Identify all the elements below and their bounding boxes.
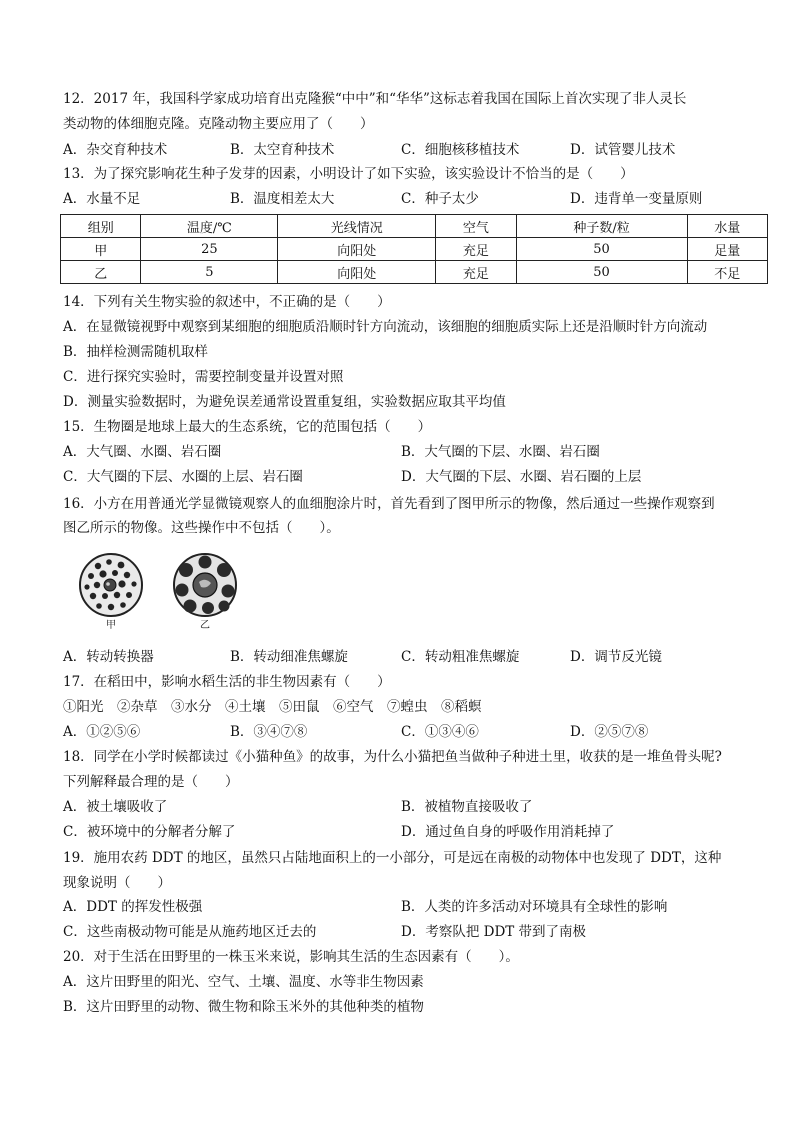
q16-option-b[interactable]: B．转动细准焦螺旋 [230, 649, 348, 665]
q15-options-row2 [63, 467, 763, 487]
table-cell: 50 [516, 238, 687, 261]
q19-options-row1 [63, 897, 763, 917]
q13-option-b[interactable]: B．温度相差太大 [230, 191, 335, 207]
q17-option-a[interactable]: A．①②⑤⑥ [63, 724, 141, 740]
table-header-cell: 空气 [436, 215, 516, 238]
table-cell: 5 [141, 261, 278, 284]
table-header-cell: 光线情况 [278, 215, 436, 238]
table-header-cell: 水量 [687, 215, 768, 238]
q19-option-a[interactable]: A．DDT 的挥发性极强 [63, 899, 203, 915]
q16-option-d[interactable]: D．调节反光镜 [570, 649, 662, 665]
q12-options [63, 140, 763, 160]
table-header-cell: 种子数/粒 [516, 215, 687, 238]
q16-stem-line2: 图乙所示的物像。这些操作中不包括（ ）。 [63, 520, 340, 536]
q13-options [63, 189, 763, 209]
q13-option-a[interactable]: A．水量不足 [63, 191, 141, 207]
q17-items: ①阳光 ②杂草 ③水分 ④土壤 ⑤田鼠 ⑥空气 ⑦蝗虫 ⑧稻螟 [63, 699, 482, 715]
q19-option-c[interactable]: C．这些南极动物可能是从施药地区迁去的 [63, 924, 317, 940]
q16-microscope-figures [78, 552, 258, 634]
q16-option-c[interactable]: C．转动粗准焦螺旋 [401, 649, 520, 665]
q19-options-row2 [63, 922, 763, 942]
table-header-cell: 温度/℃ [141, 215, 278, 238]
blood-cells-low-magnification-image [78, 552, 144, 618]
figure-yi [172, 552, 238, 632]
q12-option-c[interactable]: C．细胞核移植技术 [401, 142, 520, 158]
q17-option-c[interactable]: C．①③④⑥ [401, 724, 479, 740]
q17-option-d[interactable]: D．②⑤⑦⑧ [570, 724, 649, 740]
q12-stem-line2: 类动物的体细胞克隆。克隆动物主要应用了（ ） [63, 116, 374, 132]
q14-stem: 14．下列有关生物实验的叙述中，不正确的是（ ） [63, 294, 391, 310]
q15-option-c[interactable]: C．大气圈的下层、水圈的上层、岩石圈 [63, 469, 303, 485]
q12-option-a[interactable]: A．杂交育种技术 [63, 142, 168, 158]
q18-stem-line1: 18．同学在小学时候都读过《小猫种鱼》的故事，为什么小猫把鱼当做种子种进土里，收获的是一堆鱼骨头呢? [63, 749, 722, 765]
q18-option-c[interactable]: C．被环境中的分解者分解了 [63, 824, 236, 840]
blood-cells-high-magnification-image [172, 552, 238, 618]
table-cell: 25 [141, 238, 278, 261]
q18-options-row2 [63, 822, 763, 842]
table-cell: 足量 [687, 238, 768, 261]
figure-jia-label: 甲 [106, 620, 116, 631]
q15-option-d[interactable]: D．大气圈的下层、水圈、岩石圈的上层 [401, 469, 642, 485]
q12-stem-line1: 12．2017 年，我国科学家成功培育出克隆猴“中中”和“华华”这标志着我国在国际上首次实现了非人灵长 [63, 91, 687, 107]
q18-option-d[interactable]: D．通过鱼自身的呼吸作用消耗掉了 [401, 824, 615, 840]
q19-option-d[interactable]: D．考察队把 DDT 带到了南极 [401, 924, 587, 940]
table-row [61, 261, 768, 284]
q19-option-b[interactable]: B．人类的许多活动对环境具有全球性的影响 [401, 899, 668, 915]
q13-stem: 13．为了探究影响花生种子发芽的因素，小明设计了如下实验，该实验设计不恰当的是（ ） [63, 166, 634, 182]
table-cell: 不足 [687, 261, 768, 284]
table-cell: 50 [516, 261, 687, 284]
q12-option-b[interactable]: B．太空育种技术 [230, 142, 335, 158]
q18-option-b[interactable]: B．被植物直接吸收了 [401, 799, 533, 815]
q16-stem-line1: 16．小方在用普通光学显微镜观察人的血细胞涂片时，首先看到了图甲所示的物像，然后通过一些操作观察到 [63, 496, 715, 512]
q16-options [63, 647, 763, 667]
q19-stem-line2: 现象说明（ ） [63, 875, 171, 891]
q14-option-d[interactable]: D．测量实验数据时，为避免误差通常设置重复组，实验数据应取其平均值 [63, 394, 506, 410]
q14-option-a[interactable]: A．在显微镜视野中观察到某细胞的细胞质沿顺时针方向流动，该细胞的细胞质实际上还是沿顺时针方向流动 [63, 319, 708, 335]
q14-option-b[interactable]: B．抽样检测需随机取样 [63, 344, 208, 360]
figure-jia [78, 552, 144, 632]
q15-option-a[interactable]: A．大气圈、水圈、岩石圈 [63, 444, 222, 460]
table-cell: 乙 [61, 261, 141, 284]
table-cell: 向阳处 [278, 238, 436, 261]
q19-stem-line1: 19．施用农药 DDT 的地区，虽然只占陆地面积上的一小部分，可是远在南极的动物体中也发现了 DDT，这种 [63, 850, 722, 866]
q18-options-row1 [63, 797, 763, 817]
table-cell: 甲 [61, 238, 141, 261]
q13-option-c[interactable]: C．种子太少 [401, 191, 479, 207]
table-row [61, 238, 768, 261]
q18-option-a[interactable]: A．被土壤吸收了 [63, 799, 168, 815]
q14-option-c[interactable]: C．进行探究实验时，需要控制变量并设置对照 [63, 369, 344, 385]
q17-options [63, 722, 763, 742]
q13-experiment-table [60, 214, 768, 284]
table-cell: 充足 [436, 261, 516, 284]
q15-stem: 15．生物圈是地球上最大的生态系统，它的范围包括（ ） [63, 419, 432, 435]
table-header-row [61, 215, 768, 238]
q12-option-d[interactable]: D．试管婴儿技术 [570, 142, 676, 158]
q15-options-row1 [63, 442, 763, 462]
q18-stem-line2: 下列解释最合理的是（ ） [63, 774, 239, 790]
q20-option-b[interactable]: B．这片田野里的动物、微生物和除玉米外的其他种类的植物 [63, 999, 424, 1015]
table-cell: 向阳处 [278, 261, 436, 284]
q20-option-a[interactable]: A．这片田野里的阳光、空气、土壤、温度、水等非生物因素 [63, 974, 424, 990]
q17-option-b[interactable]: B．③④⑦⑧ [230, 724, 308, 740]
table-header-cell: 组别 [61, 215, 141, 238]
q13-option-d[interactable]: D．违背单一变量原则 [570, 191, 703, 207]
q20-stem: 20．对于生活在田野里的一株玉米来说，影响其生活的生态因素有（ ）。 [63, 949, 519, 965]
q17-stem: 17．在稻田中，影响水稻生活的非生物因素有（ ） [63, 674, 391, 690]
table-cell: 充足 [436, 238, 516, 261]
q15-option-b[interactable]: B．大气圈的下层、水圈、岩石圈 [401, 444, 600, 460]
q16-option-a[interactable]: A．转动转换器 [63, 649, 154, 665]
figure-yi-label: 乙 [200, 620, 210, 631]
